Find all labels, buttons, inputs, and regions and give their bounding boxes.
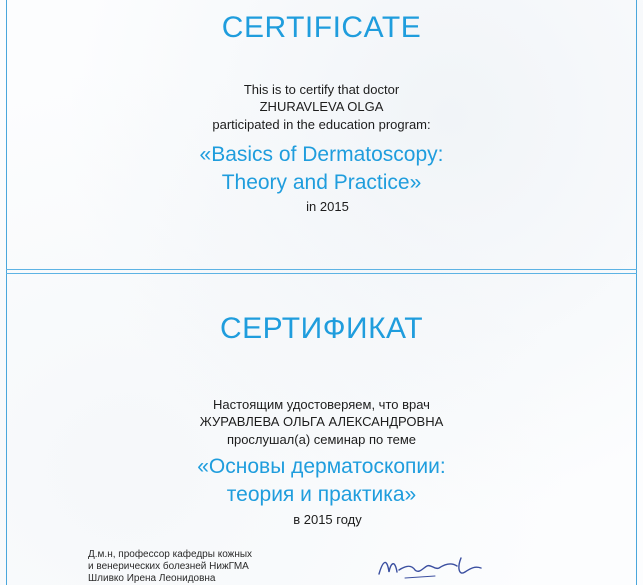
section-divider-bottom xyxy=(6,273,637,274)
russian-program-title-line1: «Основы дерматоскопии: xyxy=(197,455,446,478)
section-divider-top xyxy=(6,269,637,270)
english-participation-line: participated in the education program: xyxy=(212,117,431,132)
russian-program-title-line2: теория и практика» xyxy=(226,483,417,506)
signature-icon xyxy=(375,550,485,582)
english-certify-line: This is to certify that doctor xyxy=(243,82,400,97)
signatory-title-line1: Д.м.н, профессор кафедры кожных xyxy=(88,549,253,560)
english-program-title-line2: Theory and Practice» xyxy=(221,171,422,194)
russian-certify-line: Настоящим удостоверяем, что врач xyxy=(213,397,430,412)
english-title: CERTIFICATE xyxy=(221,11,422,44)
signatory-name: Шливко Ирена Леонидовна xyxy=(88,573,216,584)
russian-year: в 2015 году xyxy=(293,512,362,527)
english-recipient-name: ZHURAVLEVA OLGA xyxy=(259,99,384,114)
signatory-title-line2: и венерических болезней НижГМА xyxy=(88,561,249,572)
russian-recipient-name: ЖУРАВЛЕВА ОЛЬГА АЛЕКСАНДРОВНА xyxy=(199,414,444,429)
english-program-title-line1: «Basics of Dermatoscopy: xyxy=(199,143,444,166)
russian-participation-line: прослушал(а) семинар по теме xyxy=(226,432,417,447)
english-year: in 2015 xyxy=(306,199,349,214)
russian-title: СЕРТИФИКАТ xyxy=(219,312,424,345)
